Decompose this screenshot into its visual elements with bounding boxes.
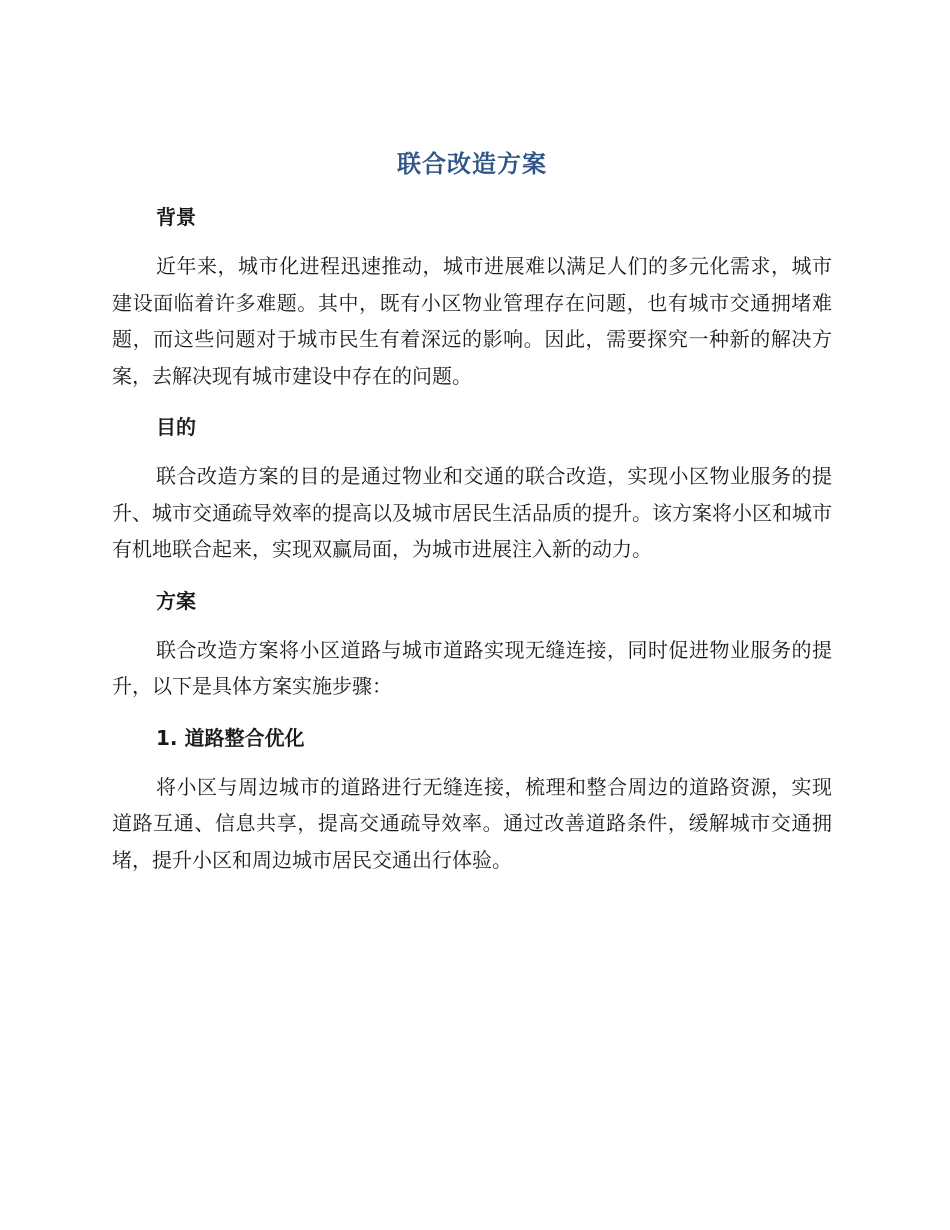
section-heading-plan: 方案 (156, 588, 196, 613)
section-paragraph-background: 近年来，城市化进程迅速推动，城市进展难以满足人们的多元化需求，城市建设面临着许多难题。其中，既有小区物业管理存在问题，也有城市交通拥堵难题，而这些问题对于城市民生有着深远的影响。因此，需要探究一种新的解决方案，去解决现有城市建设中存在的问题。 (112, 254, 832, 388)
section-paragraph-plan: 联合改造方案将小区道路与城市道路实现无缝连接，同时促进物业服务的提升，以下是具体方案实施步骤： (112, 637, 832, 698)
section-heading-background: 背景 (156, 205, 196, 229)
document-title: 联合改造方案 (397, 150, 547, 178)
section-plan (112, 584, 832, 705)
section-paragraph-road-integration: 将小区与周边城市的道路进行无缝连接，梳理和整合周边的道路资源，实现道路互通、信息共享，提高交通疏导效率。通过改善道路条件，缓解城市交通拥堵，提升小区和周边城市居民交通出行体验。 (112, 774, 832, 872)
section-heading-road-integration: 1. 道路整合优化 (156, 725, 305, 750)
section-purpose (112, 410, 832, 568)
section-paragraph-purpose: 联合改造方案的目的是通过物业和交通的联合改造，实现小区物业服务的提升、城市交通疏导效率的提高以及城市居民生活品质的提升。该方案将小区和城市有机地联合起来，实现双赢局面，为城市进展注入新的动力。 (112, 464, 832, 561)
section-background (112, 200, 832, 394)
section-road-integration (112, 721, 832, 879)
section-heading-purpose: 目的 (156, 415, 196, 439)
